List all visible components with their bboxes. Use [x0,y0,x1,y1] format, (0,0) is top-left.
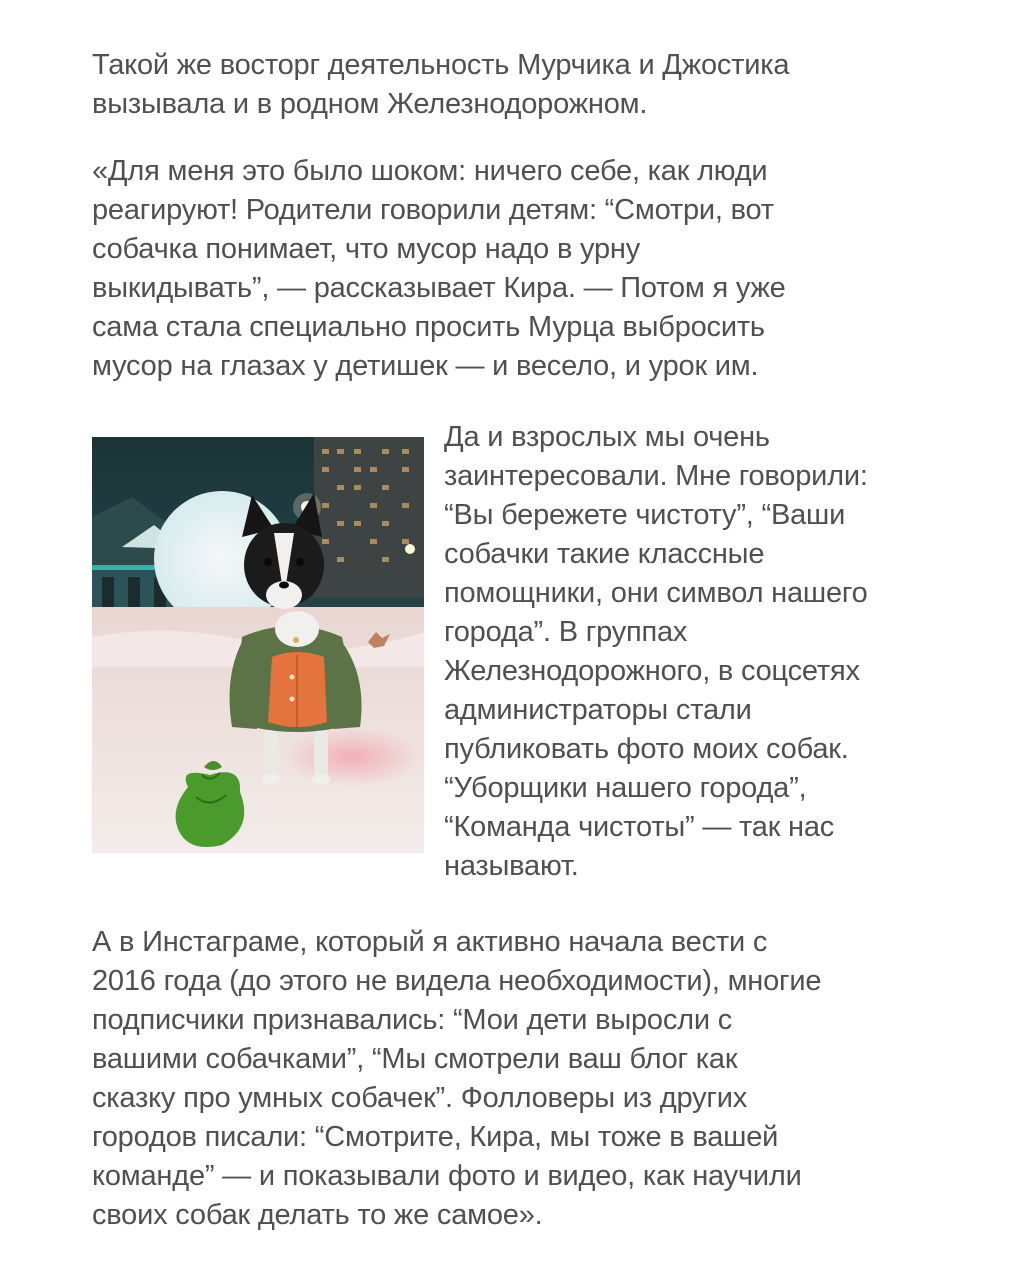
text-line: городов писали: “Смотрите, Кира, мы тоже в вашей [92,1121,779,1153]
text-line: выкидывать”, — рассказывает Кира. — Потом я уже [92,272,786,304]
text-line: реагируют! Родители говорили детям: “Смотри, вот [92,194,774,226]
text-line: Такой же восторг деятельность Мурчика и Джостика [92,49,790,81]
text-line: подписчики признавались: “Мои дети выросли с [92,1004,733,1036]
dog-photo [92,437,424,853]
text-line: мусор на глазах у детишек — и весело, и урок им. [92,350,759,382]
text-line: помощники, они символ нашего [444,577,868,609]
text-line: сказку про умных собачек”. Фолловеры из других [92,1082,748,1114]
paragraph-3 [444,418,964,886]
text-line: Железнодорожного, в соцсетях [444,655,860,687]
text-line: администраторы стали [444,694,752,726]
text-line: собачки такие классные [444,538,765,570]
text-line: заинтересовали. Мне говорили: [444,460,868,492]
text-line: “Команда чистоты” — так нас [444,811,835,843]
text-line: своих собак делать то же самое». [92,1199,543,1231]
paragraph-2-quote [92,152,972,386]
text-line: “Вы бережете чистоту”, “Ваши [444,499,846,531]
text-line: вашими собачками”, “Мы смотрели ваш блог как [92,1043,738,1075]
text-line: вызывала и в родном Железнодорожном. [92,88,648,120]
text-line: А в Инстаграме, который я активно начала вести с [92,926,768,958]
text-line: города”. В группах [444,616,688,648]
text-line: «Для меня это было шоком: ничего себе, как люди [92,155,768,187]
text-line: команде” — и показывали фото и видео, как научили [92,1160,802,1192]
text-line: 2016 года (до этого не видела необходимости), многие [92,965,822,997]
text-line: сама стала специально просить Мурца выбросить [92,311,765,343]
text-line: “Уборщики нашего города”, [444,772,807,804]
text-line: называют. [444,850,579,882]
text-line: публиковать фото моих собак. [444,733,849,765]
text-line: Да и взрослых мы очень [444,421,770,453]
paragraph-1 [92,46,972,124]
paragraph-4 [92,923,972,1235]
text-line: собачка понимает, что мусор надо в урну [92,233,641,265]
